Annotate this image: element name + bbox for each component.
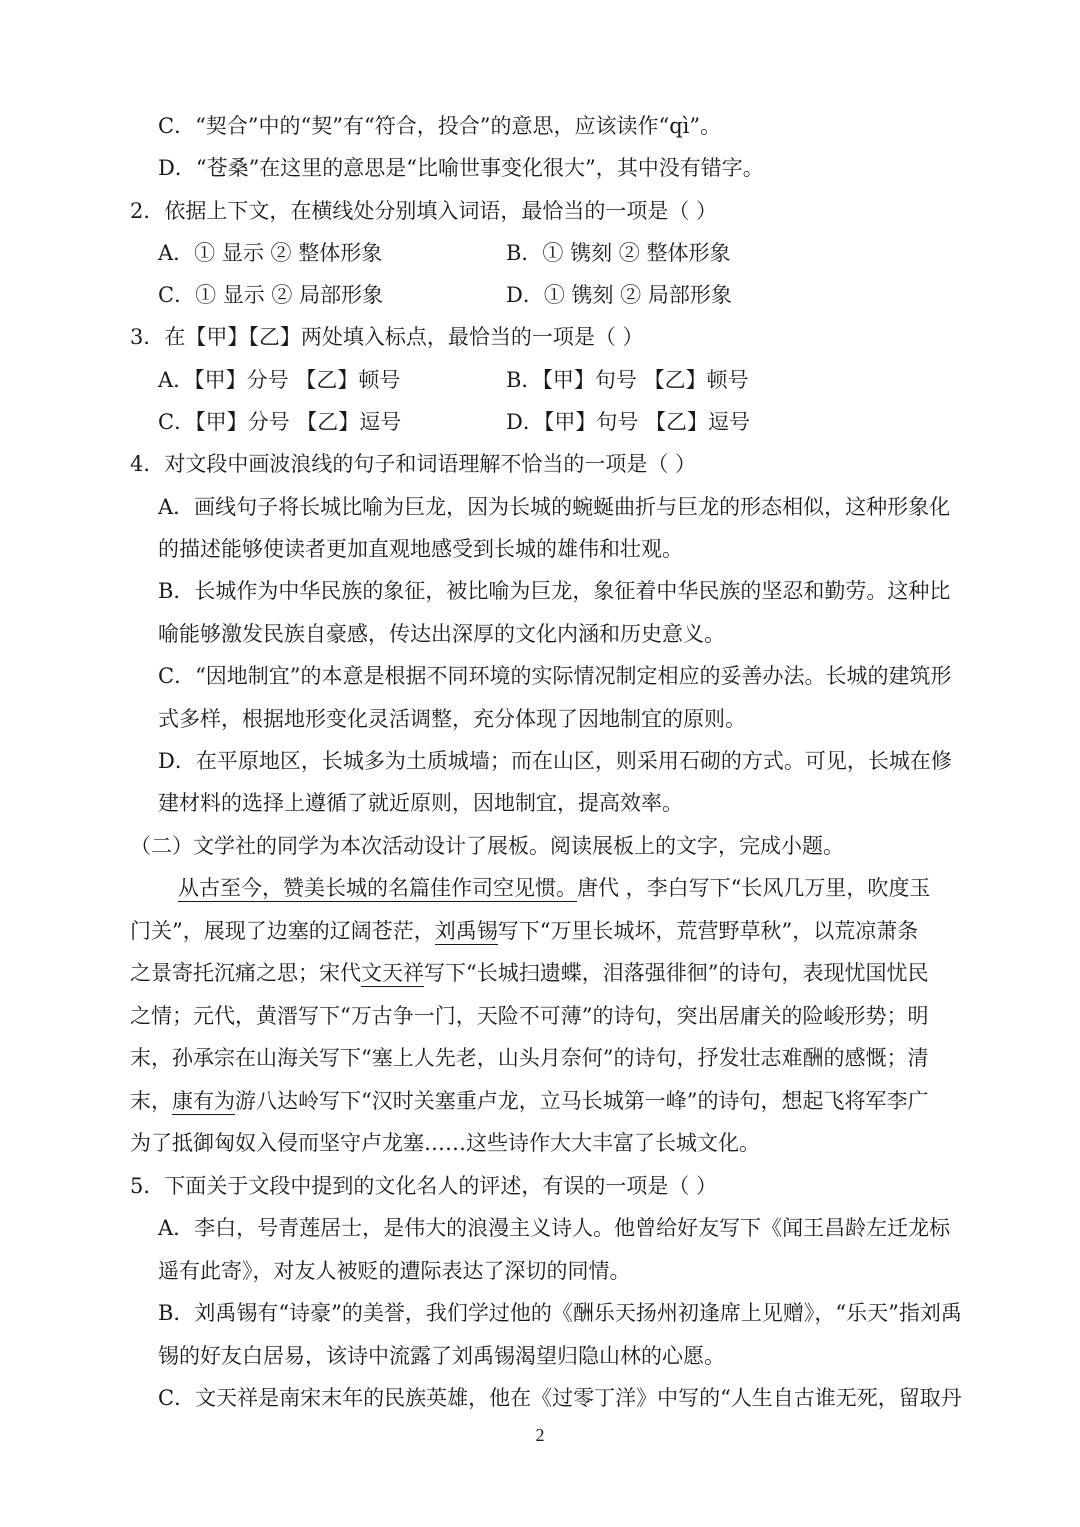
passage-line-1 <box>178 873 930 903</box>
passage-line-2-a: 门关”，展现了边塞的辽阔苍茫， <box>130 919 435 943</box>
passage-line-6 <box>130 1086 928 1116</box>
q5-option-a-line1: A．李白，号青莲居士，是伟大的浪漫主义诗人。他曾给好友写下《闻王昌龄左迁龙标 <box>158 1216 951 1240</box>
q4-option-b-line1: B．长城作为中华民族的象征，被比喻为巨龙，象征着中华民族的坚忍和勤劳。这种比 <box>158 579 951 603</box>
q3-option-c: C．【甲】分号 【乙】逗号 <box>158 410 402 434</box>
passage-line-7: 为了抵御匈奴入侵而坚守卢龙塞……这些诗作大大丰富了长城文化。 <box>130 1131 760 1155</box>
passage-line-5: 末，孙承宗在山海关写下“塞上人先老，山头月奈何”的诗句，抒发壮志难酬的感慨；清 <box>130 1046 929 1070</box>
q3-option-b: B．【甲】句号 【乙】顿号 <box>506 368 749 392</box>
q5-option-b-line2: 锡的好友白居易，该诗中流露了刘禹锡渴望归隐山林的心愿。 <box>158 1344 725 1368</box>
q4-option-b-line2: 喻能够激发民族自豪感，传达出深厚的文化内涵和历史意义。 <box>158 622 725 646</box>
q5-stem: 5．下面关于文段中提到的文化名人的评述，有误的一项是（ ） <box>130 1174 718 1198</box>
q5-option-c-line1: C．文天祥是南宋末年的民族英雄，他在《过零丁洋》中写的“人生自古谁无死，留取丹 <box>158 1386 962 1410</box>
q3-stem: 3．在【甲】【乙】两处填入标点，最恰当的一项是（ ） <box>130 325 644 349</box>
q2-stem: 2．依据上下文，在横线处分别填入词语，最恰当的一项是（ ） <box>130 199 718 223</box>
passage-line-6-b: 游八达岭写下“汉时关塞重卢龙，立马长城第一峰”的诗句，想起飞将军李广 <box>235 1089 929 1113</box>
q4-option-a-line1: A．画线句子将长城比喻为巨龙，因为长城的蜿蜒曲折与巨龙的形态相似，这种形象化 <box>158 495 951 519</box>
q4-stem: 4．对文段中画波浪线的句子和词语理解不恰当的一项是（ ） <box>130 452 697 476</box>
underlined-name-kang-youwei: 康有为 <box>172 1089 235 1113</box>
passage-line-4: 之情；元代，黄溍写下“万古争一门，天险不可薄”的诗句，突出居庸关的险峻形势；明 <box>130 1004 929 1028</box>
q2-option-d: D．① 镌刻 ② 局部形象 <box>506 283 732 307</box>
q4-option-c-line2: 式多样，根据地形变化灵活调整，充分体现了因地制宜的原则。 <box>158 707 746 731</box>
passage-line-1-rest: 唐代 ，李白写下“长风几万里，吹度玉 <box>577 876 931 900</box>
q5-option-a-line2: 遥有此寄》，对友人被贬的遭际表达了深切的同情。 <box>158 1259 631 1283</box>
q1-option-c: C．“契合”中的“契”有“符合，投合”的意思，应该读作“qì”。 <box>158 114 722 138</box>
q4-option-c-line1: C．“因地制宜”的本意是根据不同环境的实际情况制定相应的妥善办法。长城的建筑形 <box>158 664 952 688</box>
passage-line-3 <box>130 958 928 988</box>
passage-line-2 <box>130 916 918 946</box>
passage-line-6-a: 末， <box>130 1089 172 1113</box>
underlined-name-liu-yuxi: 刘禹锡 <box>434 919 498 943</box>
q3-option-a: A．【甲】分号 【乙】顿号 <box>158 368 401 392</box>
q3-option-d: D．【甲】句号 【乙】逗号 <box>506 410 751 434</box>
q2-option-c: C．① 显示 ② 局部形象 <box>158 283 384 307</box>
passage-line-3-b: 写下“长城扫遗蝶，泪落强徘徊”的诗句，表现忧国忧民 <box>424 961 929 985</box>
q5-option-b-line1: B．刘禹锡有“诗豪”的美誉，我们学过他的《酬乐天扬州初逢席上见赠》，“乐天”指刘禹 <box>158 1301 962 1325</box>
passage-line-2-b: 写下“万里长城坏，荒营野草秋”，以荒凉萧条 <box>497 919 919 943</box>
q4-option-d-line1: D．在平原地区，长城多为土质城墙；而在山区，则采用石砌的方式。可见，长城在修 <box>158 749 952 773</box>
section2-heading: （二）文学社的同学为本次活动设计了展板。阅读展板上的文字，完成小题。 <box>130 834 844 858</box>
q2-option-a: A．① 显示 ② 整体形象 <box>158 241 383 265</box>
passage-line-3-a: 之景寄托沉痛之思；宋代 <box>130 961 361 985</box>
q1-option-d: D．“苍桑”在这里的意思是“比喻世事变化很大”，其中没有错字。 <box>158 156 764 180</box>
q2-option-b: B．① 镌刻 ② 整体形象 <box>506 241 731 265</box>
underlined-name-wen-tianxiang: 文天祥 <box>361 961 424 985</box>
q4-option-d-line2: 建材料的选择上遵循了就近原则，因地制宜，提高效率。 <box>158 791 683 815</box>
page-number: 2 <box>535 1425 545 1445</box>
passage-underlined-sentence: 从古至今，赞美长城的名篇佳作司空见惯。 <box>178 876 577 900</box>
q4-option-a-line2: 的描述能够使读者更加直观地感受到长城的雄伟和壮观。 <box>158 537 683 561</box>
